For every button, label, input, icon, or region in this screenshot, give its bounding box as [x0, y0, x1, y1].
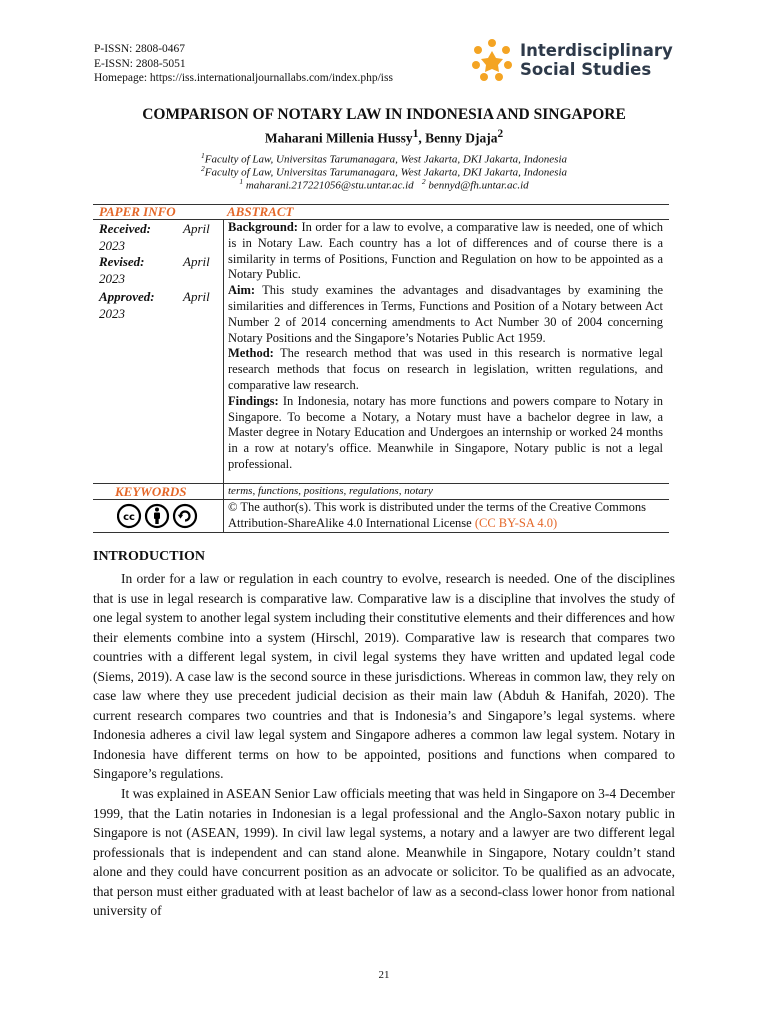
email-link[interactable]: bennyd@fh.untar.ac.id — [425, 179, 529, 192]
page-number: 21 — [378, 969, 390, 981]
cc-icon — [118, 505, 140, 527]
license-link[interactable]: (CC BY-SA 4.0) — [474, 515, 558, 530]
table-divider — [223, 219, 224, 532]
abstract-background: Background: In order for a law to evolve, a comparative law is needed, one of which is in Notary Law. Each country has a lot of differences and of course there is a similarity in terms of Positions, Function and Regulation on how to be appointed as a Notary Public. — [228, 220, 663, 282]
homepage-link[interactable]: Homepage: https://iss.internationaljournallabs.com/index.php/iss — [94, 72, 393, 84]
author-name: Benny Djaja — [425, 130, 498, 146]
email-link[interactable]: maharani.217221056@stu.untar.ac.id — [243, 179, 414, 192]
cc-license-icons — [117, 503, 201, 529]
paragraph: It was explained in ASEAN Senior Law officials meeting that was held in Singapore on 3-4 December 1999, that the Latin notaries in Indonesian is a legal professional and the Anglo-Saxon notary public in Singapore is not (ASEAN, 1999). In civil law legal systems, a notary and a lawyer are two different legal professionals that is independent and can stand alone. Meanwhile in Singapore, Notary couldn’t stand alone and they could have concurrent position as an advocate or solicitor. To be qualified as an advocate, that person must either graduated with at least bachelor of law as a second-class lower honor from national university of — [93, 786, 675, 919]
paper-title: COMPARISON OF NOTARY LAW IN INDONESIA AND SINGAPORE — [142, 106, 626, 123]
approved-label: Approved: — [99, 289, 155, 304]
author-list: Maharani Millenia Hussy$^1$, Benny Djaja$^2$ — [264, 128, 504, 146]
journal-meta — [94, 42, 393, 86]
approved-month: April — [183, 289, 210, 304]
paragraph: In order for a law or regulation in each country to evolve, research is needed. One of the disciplines that is use in legal research is comparative law. Comparative law is a discipline that involves the study of one legal system to another legal system including their constitutive elements and their differences and how their elements combine into a system (Hirschl, 2019). Comparative law is research that compares two countries with a different legal system, in civil legal systems they have written and updated legal code (Siems, 2019). A case law is the second source in these jurisdictions. Whereas in common law, they rely on case law where they use precedent judicial decision as their main law (Abduh & Hanifah, 2020). The current research compares two countries and that is Indonesia’s and Singapore’s legal systems. where Indonesia adheres a civil law legal system and Singapore adheres a common law legal system. Notary in Indonesia have different terms on how to be appointed, positions and functions when compared to Singapore’s regulations. — [93, 571, 675, 782]
revised-label: Revised: — [99, 254, 145, 269]
received-month: April — [183, 221, 210, 236]
abstract-findings: Findings: In Indonesia, notary has more functions and powers compare to Notary in Singapore. To become a Notary, a Notary must have a bachelor degree in law, a Master degree in Notary Education and Undergoes an internship or worked 24 months in a row at notary's office. Meanwhile in Singapore, Notary public is not a legal professional. — [228, 393, 663, 471]
section-heading-introduction: INTRODUCTION — [93, 549, 206, 564]
sun-logo-icon — [470, 38, 514, 84]
journal-name: Interdisciplinary Social Studies — [520, 41, 673, 79]
table-rule — [93, 532, 669, 533]
pissn: P-ISSN: 2808-0467 — [94, 43, 186, 55]
keywords-label: KEYWORDS — [115, 484, 187, 499]
abstract-label: ABSTRACT — [227, 204, 294, 219]
paper-info-label: PAPER INFO — [99, 204, 176, 219]
keywords-list: terms, functions, positions, regulations, notary — [228, 485, 433, 497]
approved-year: 2023 — [99, 306, 125, 321]
received-year: 2023 — [99, 238, 125, 253]
attribution-icon — [146, 505, 168, 527]
journal-logo — [470, 38, 680, 84]
paper-info-table — [93, 204, 669, 533]
revised-month: April — [183, 254, 210, 269]
affiliation-2: $^2$Faculty of Law, Universitas Tarumanagara, West Jakarta, DKI Jakarta, Indonesia — [200, 164, 568, 179]
author-emails: $^1$ maharani.217221056@stu.untar.ac.id $^2$ bennyd@fh.untar.ac.id — [239, 177, 529, 192]
affiliation-1: $^1$Faculty of Law, Universitas Tarumanagara, West Jakarta, DKI Jakarta, Indonesia — [200, 151, 568, 166]
author-name: Maharani Millenia Hussy — [264, 130, 413, 146]
license-statement: © The author(s). This work is distributed under the terms of the Creative Commons Attribution-ShareAlike 4.0 International License (CC BY-SA 4.0) — [228, 500, 646, 530]
svg-text:cc: cc — [123, 512, 135, 523]
introduction-body — [93, 569, 675, 921]
eissn: E-ISSN: 2808-5051 — [94, 57, 186, 70]
received-label: Received: — [99, 221, 151, 236]
share-alike-icon — [174, 505, 196, 527]
abstract-body — [228, 220, 663, 473]
abstract-aim: Aim: This study examines the advantages and disadvantages by examining the similarities and differences in Terms, Functions and Position of a Notary between Act Number 2 of 2014 concerning amendments to Act Number 30 of 2004 concerning Notary Positions and the Singapore’s Notaries Public Act 1959. — [228, 283, 663, 345]
revised-year: 2023 — [99, 271, 125, 286]
table-rule — [93, 204, 669, 205]
abstract-method: Method: The research method that was used in this research is normative legal research methods that focus on research in legislation, written regulations, and comparative law research. — [228, 346, 663, 392]
